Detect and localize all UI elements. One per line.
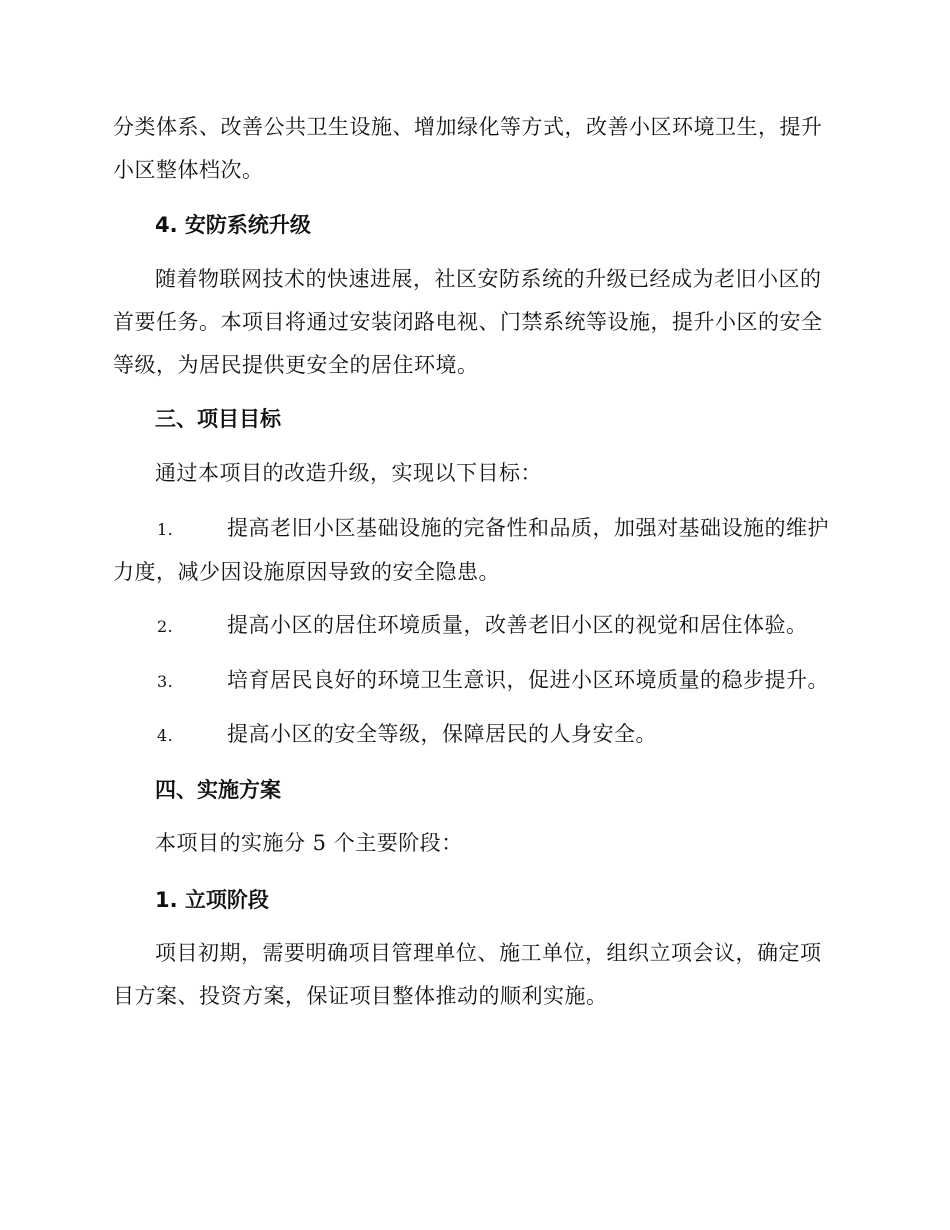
heading-implementation: 四、实施方案	[155, 778, 281, 802]
goal-item-3	[113, 659, 833, 703]
goal-item-1	[113, 507, 833, 594]
heading-phase-1: 1. 立项阶段	[155, 888, 269, 912]
paragraph-phase-1: 项目初期，需要明确项目管理单位、施工单位，组织立项会议，确定项目方案、投资方案，保证项目整体推动的顺利实施。	[113, 941, 822, 1008]
goal-item-4	[113, 713, 833, 757]
goal-number: 3.	[157, 672, 174, 691]
goal-text: 提高小区的居住环境质量，改善老旧小区的视觉和居住体验。	[227, 613, 808, 637]
heading-security-upgrade: 4. 安防系统升级	[155, 213, 311, 237]
heading-project-goals: 三、项目目标	[155, 407, 281, 431]
goal-text: 培育居民良好的环境卫生意识，促进小区环境质量的稳步提升。	[227, 668, 829, 692]
goal-text: 提高老旧小区基础设施的完备性和品质，加强对基础设施的维护力度，减少因设施原因导致的安全隐患。	[113, 516, 829, 584]
goal-number: 4.	[157, 726, 174, 745]
paragraph-security: 随着物联网技术的快速进展，社区安防系统的升级已经成为老旧小区的首要任务。本项目将通过安装闭路电视、门禁系统等设施，提升小区的安全等级，为居民提供更安全的居住环境。	[113, 267, 823, 377]
paragraph-phases-intro: 本项目的实施分 5 个主要阶段：	[155, 831, 463, 855]
paragraph-goals-intro: 通过本项目的改造升级，实现以下目标：	[155, 461, 542, 485]
goal-number: 1.	[157, 520, 174, 539]
paragraph-environment-continued: 分类体系、改善公共卫生设施、增加绿化等方式，改善小区环境卫生，提升小区整体档次。	[113, 115, 823, 182]
goal-number: 2.	[157, 617, 174, 636]
goal-text: 提高小区的安全等级，保障居民的人身安全。	[227, 722, 657, 746]
goal-item-2	[113, 604, 833, 648]
